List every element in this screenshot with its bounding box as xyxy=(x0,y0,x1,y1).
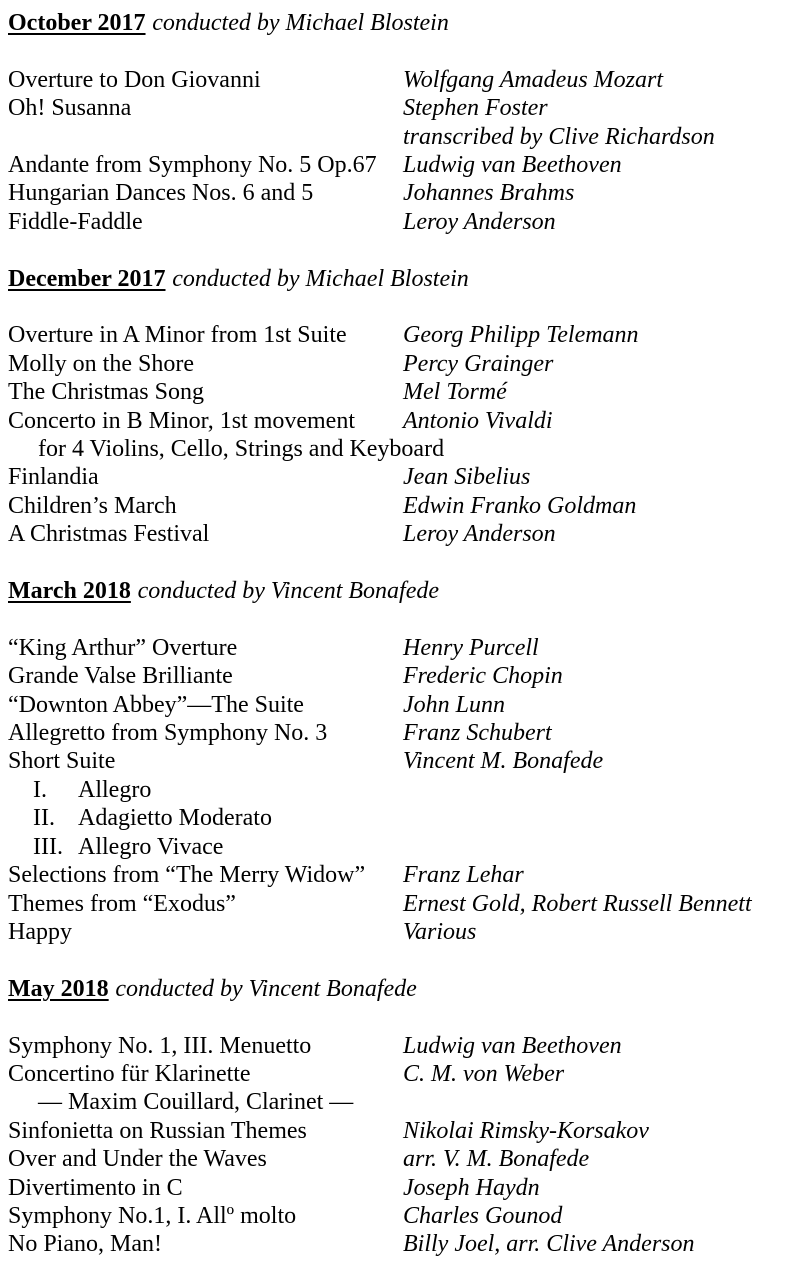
section-date: March 2018 xyxy=(8,578,131,605)
season-section xyxy=(8,577,785,946)
piece-composer: C. M. von Weber xyxy=(403,1060,565,1087)
piece-composer: Charles Gounod xyxy=(403,1202,563,1229)
piece-composer: Ludwig van Beethoven xyxy=(403,152,622,179)
program-row xyxy=(8,179,785,207)
program-row xyxy=(8,520,785,548)
program-row xyxy=(8,350,785,378)
program-list xyxy=(8,66,785,236)
piece-composer: Johannes Brahms xyxy=(403,180,575,207)
program-list xyxy=(8,321,785,548)
program-row xyxy=(8,66,785,94)
section-date: May 2018 xyxy=(8,975,109,1002)
piece-title: Short Suite xyxy=(8,748,116,775)
piece-title: Fiddle-Faddle xyxy=(8,208,143,235)
program-row xyxy=(8,918,785,946)
movement-name: Allegro Vivace xyxy=(78,833,224,860)
piece-composer: Billy Joel, arr. Clive Anderson xyxy=(403,1231,695,1258)
piece-title: Happy xyxy=(8,918,72,945)
title-note-row xyxy=(8,1088,785,1116)
piece-title: Selections from “The Merry Widow” xyxy=(8,862,366,889)
program-row xyxy=(8,378,785,406)
program-list xyxy=(8,1032,785,1259)
movement-row xyxy=(8,776,785,804)
piece-title: Finlandia xyxy=(8,464,99,491)
section-conductor-line: conducted by Michael Blostein xyxy=(152,10,449,36)
section-header xyxy=(8,577,785,605)
program-row xyxy=(8,1202,785,1230)
program-row xyxy=(8,662,785,690)
piece-composer: Vincent M. Bonafede xyxy=(403,748,604,775)
piece-composer: Franz Schubert xyxy=(403,720,552,747)
program-row xyxy=(8,407,785,435)
piece-composer: Stephen Foster xyxy=(403,95,548,122)
piece-composer: Georg Philipp Telemann xyxy=(403,322,639,349)
section-header xyxy=(8,9,785,37)
piece-composer: Henry Purcell xyxy=(403,634,539,661)
program-row xyxy=(8,1117,785,1145)
piece-title: A Christmas Festival xyxy=(8,521,210,548)
movement-numeral: I. xyxy=(33,776,47,803)
movement-name: Allegro xyxy=(78,776,152,803)
title-note: — Maxim Couillard, Clarinet — xyxy=(38,1089,354,1116)
program-row xyxy=(8,1174,785,1202)
section-conductor-line: conducted by Vincent Bonafede xyxy=(115,975,417,1002)
piece-composer: Nikolai Rimsky-Korsakov xyxy=(403,1117,649,1144)
section-header xyxy=(8,975,785,1003)
piece-composer: Leroy Anderson xyxy=(403,521,556,548)
piece-composer: Franz Lehar xyxy=(403,862,524,889)
movement-row xyxy=(8,833,785,861)
piece-composer: Jean Sibelius xyxy=(403,464,531,491)
composer-note-row xyxy=(8,123,785,151)
program-row xyxy=(8,691,785,719)
section-conductor-line: conducted by Michael Blostein xyxy=(172,265,469,292)
piece-composer: arr. V. M. Bonafede xyxy=(403,1146,590,1173)
piece-title: Overture in A Minor from 1st Suite xyxy=(8,322,347,349)
piece-title: Allegretto from Symphony No. 3 xyxy=(8,720,328,747)
program-row xyxy=(8,151,785,179)
piece-title: “Downton Abbey”—The Suite xyxy=(8,691,304,718)
section-date: October 2017 xyxy=(8,10,146,36)
program-row xyxy=(8,94,785,122)
piece-composer: Joseph Haydn xyxy=(403,1174,540,1201)
piece-composer: Various xyxy=(403,918,477,945)
piece-title: Children’s March xyxy=(8,492,177,519)
season-section xyxy=(8,265,785,549)
piece-title: Symphony No. 1, III. Menuetto xyxy=(8,1032,312,1059)
piece-title: No Piano, Man! xyxy=(8,1231,162,1258)
piece-title: Divertimento in C xyxy=(8,1174,183,1201)
season-section xyxy=(8,975,785,1259)
title-note: for 4 Violins, Cello, Strings and Keyboard xyxy=(38,436,445,463)
section-date: December 2017 xyxy=(8,265,166,292)
piece-title: Andante from Symphony No. 5 Op.67 xyxy=(8,152,377,179)
piece-composer: Ernest Gold, Robert Russell Bennett xyxy=(403,890,752,917)
program-row xyxy=(8,463,785,491)
section-header xyxy=(8,265,785,293)
piece-title: Themes from “Exodus” xyxy=(8,890,236,917)
piece-composer: Frederic Chopin xyxy=(403,663,563,690)
piece-title: Oh! Susanna xyxy=(8,95,132,122)
piece-composer: Mel Tormé xyxy=(403,379,507,406)
piece-title: Sinfonietta on Russian Themes xyxy=(8,1117,307,1144)
program-row xyxy=(8,1060,785,1088)
season-section xyxy=(8,9,785,236)
movement-numeral: III. xyxy=(33,833,63,860)
piece-title: “King Arthur” Overture xyxy=(8,634,238,661)
program-row xyxy=(8,321,785,349)
piece-title: Grande Valse Brilliante xyxy=(8,663,233,690)
program-row xyxy=(8,1145,785,1173)
program-row xyxy=(8,1032,785,1060)
movement-name: Adagietto Moderato xyxy=(78,805,272,832)
piece-composer: Wolfgang Amadeus Mozart xyxy=(403,66,664,93)
program-row xyxy=(8,747,785,775)
title-note-row xyxy=(8,435,785,463)
program-row xyxy=(8,719,785,747)
piece-title: Symphony No.1, I. Allº molto xyxy=(8,1202,297,1229)
program-row xyxy=(8,1230,785,1258)
piece-composer: Antonio Vivaldi xyxy=(403,407,553,434)
piece-title: Overture to Don Giovanni xyxy=(8,66,261,93)
program-row xyxy=(8,492,785,520)
composer-note: transcribed by Clive Richardson xyxy=(403,123,715,150)
piece-title: Molly on the Shore xyxy=(8,350,194,377)
program-row xyxy=(8,634,785,662)
movement-numeral: II. xyxy=(33,805,55,832)
piece-title: Concerto in B Minor, 1st movement xyxy=(8,407,356,434)
section-conductor-line: conducted by Vincent Bonafede xyxy=(137,578,440,605)
program-row xyxy=(8,890,785,918)
empty-title-cell xyxy=(8,123,403,151)
piece-title: Concertino für Klarinette xyxy=(8,1060,251,1087)
program-row xyxy=(8,208,785,236)
piece-composer: Edwin Franko Goldman xyxy=(403,492,637,519)
piece-composer: Leroy Anderson xyxy=(403,208,556,235)
piece-composer: John Lunn xyxy=(403,691,505,718)
piece-composer: Ludwig van Beethoven xyxy=(403,1032,622,1059)
piece-composer: Percy Grainger xyxy=(403,350,554,377)
program-row xyxy=(8,861,785,889)
piece-title: Over and Under the Waves xyxy=(8,1146,267,1173)
program-list xyxy=(8,634,785,946)
piece-title: The Christmas Song xyxy=(8,379,204,406)
piece-title: Hungarian Dances Nos. 6 and 5 xyxy=(8,180,314,207)
movement-row xyxy=(8,804,785,832)
